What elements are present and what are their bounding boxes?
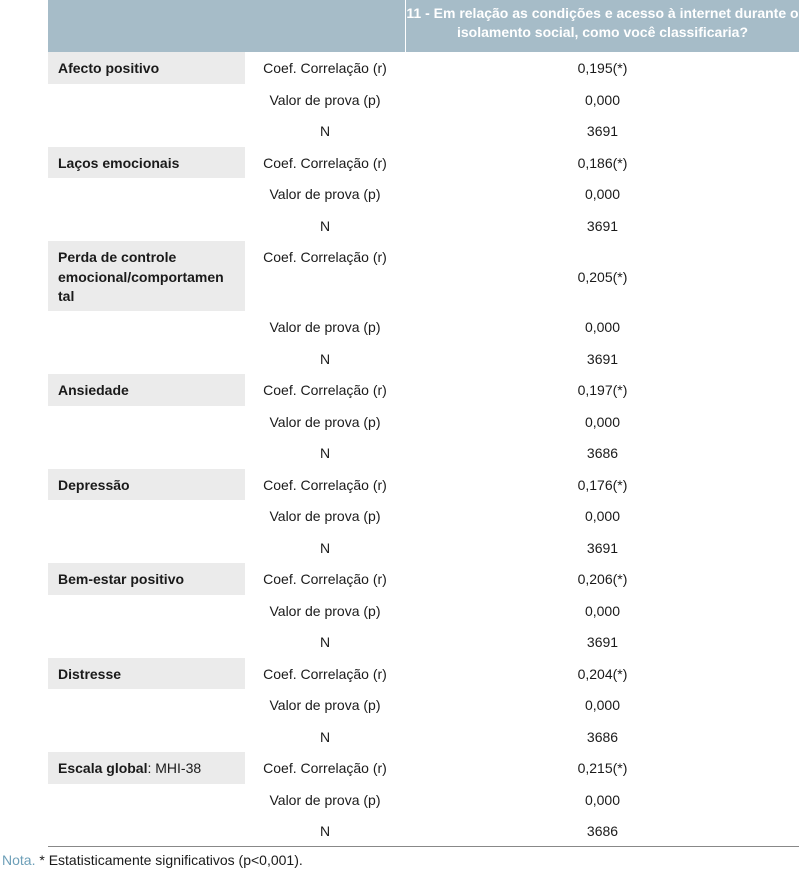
statistic-value: 0,000 (584, 91, 621, 108)
statistic-name: Valor de prova (p) (269, 319, 381, 335)
table-row (48, 532, 799, 564)
statistic-value: 0,000 (584, 602, 621, 619)
group-label-text: Depressão (58, 476, 130, 493)
statistic-value: 0,186(*) (577, 154, 628, 171)
group-label-text: Distresse (58, 665, 122, 682)
statistic-name: Coef. Correlação (r) (263, 760, 387, 776)
statistic-value: 3686 (586, 445, 619, 461)
table-row (48, 784, 799, 816)
statistic-value: 0,204(*) (577, 665, 628, 682)
statistic-value: 0,205(*) (577, 269, 628, 285)
statistic-value: 3691 (586, 350, 619, 367)
row-group-label (48, 52, 245, 84)
note-prefix: Nota. (2, 852, 36, 868)
statistic-value: 0,215(*) (577, 760, 628, 776)
group-label-text: Escala global (58, 760, 148, 776)
group-label-text: Laços emocionais (58, 154, 180, 171)
table-row (48, 437, 799, 469)
statistic-name: Coef. Correlação (r) (263, 476, 387, 493)
group-label-text: Afecto positivo (58, 60, 160, 76)
statistic-name: N (319, 728, 331, 745)
statistic-name: N (319, 634, 331, 650)
statistic-value: 0,000 (584, 508, 621, 524)
statistic-value: 0,206(*) (577, 571, 628, 587)
table-header (48, 0, 799, 52)
statistic-name: Valor de prova (p) (269, 602, 381, 619)
table-row (48, 752, 799, 784)
statistic-name: Valor de prova (p) (269, 508, 381, 524)
table-body (48, 52, 799, 847)
table-row (48, 689, 799, 721)
table-row (48, 406, 799, 438)
row-group-label (48, 658, 245, 690)
table-row (48, 469, 799, 501)
table-row (48, 595, 799, 627)
statistic-value: 3686 (586, 823, 619, 839)
table-row (48, 721, 799, 753)
table-row (48, 311, 799, 343)
statistic-name: N (319, 350, 331, 367)
table-row (48, 626, 799, 658)
statistic-value: 0,000 (584, 413, 621, 430)
table-row (48, 563, 799, 595)
table-row (48, 147, 799, 179)
group-label-text: Ansiedade (58, 382, 129, 398)
statistic-name: Coef. Correlação (r) (263, 60, 387, 76)
table-row (48, 815, 799, 847)
row-group-label (48, 563, 245, 595)
row-group-label (48, 241, 245, 311)
column-header-title: 11 - Em relação as condições e acesso à internet durante o isolamento social, como você classificaria? (406, 5, 799, 40)
statistic-value: 3691 (586, 123, 619, 139)
statistic-value: 0,000 (584, 791, 621, 808)
table-note (2, 851, 303, 869)
statistic-name: Valor de prova (p) (269, 186, 381, 202)
table-row (48, 343, 799, 375)
statistic-name: Coef. Correlação (r) (263, 571, 387, 587)
statistic-name: N (319, 539, 331, 556)
group-label-text: Bem-estar positivo (58, 571, 185, 587)
statistic-name: N (319, 445, 331, 461)
table-row (48, 210, 799, 242)
statistic-value: 0,176(*) (577, 476, 628, 493)
table-row (48, 241, 799, 311)
row-group-label (48, 147, 245, 179)
statistic-value: 0,000 (584, 697, 621, 713)
statistic-value: 3686 (586, 728, 619, 745)
statistic-value: 0,000 (584, 319, 621, 335)
statistic-name: Valor de prova (p) (269, 697, 381, 713)
note-text: * Estatisticamente significativos (p<0,001). (35, 852, 303, 868)
statistic-value: 3691 (586, 539, 619, 556)
table-row (48, 178, 799, 210)
statistic-name: Coef. Correlação (r) (263, 665, 387, 682)
statistic-value: 0,197(*) (577, 382, 628, 398)
table-row (48, 500, 799, 532)
statistic-value: 0,000 (584, 186, 621, 202)
statistic-value: 3691 (586, 217, 619, 234)
statistic-name: Coef. Correlação (r) (263, 382, 387, 398)
statistic-name: Coef. Correlação (r) (263, 249, 387, 265)
group-label-text: Perda de controle emocional/comportamen tal (58, 249, 224, 304)
group-label-suffix: : MHI-38 (147, 760, 202, 776)
statistic-name: Coef. Correlação (r) (263, 154, 387, 171)
table-row (48, 374, 799, 406)
statistic-value: 3691 (586, 634, 619, 650)
statistic-name: N (319, 217, 331, 234)
table-row (48, 52, 799, 84)
statistic-value: 0,195(*) (577, 60, 628, 76)
statistic-name: N (319, 123, 331, 139)
statistic-name: Valor de prova (p) (269, 91, 381, 108)
statistic-name: Valor de prova (p) (269, 791, 381, 808)
statistic-name: Valor de prova (p) (269, 413, 381, 430)
row-group-label (48, 374, 245, 406)
table-row (48, 84, 799, 116)
statistic-name: N (319, 823, 331, 839)
table-row (48, 115, 799, 147)
table-row (48, 658, 799, 690)
row-group-label (48, 752, 245, 784)
row-group-label (48, 469, 245, 501)
correlation-table (48, 0, 799, 847)
table-bottom-border (48, 846, 799, 847)
